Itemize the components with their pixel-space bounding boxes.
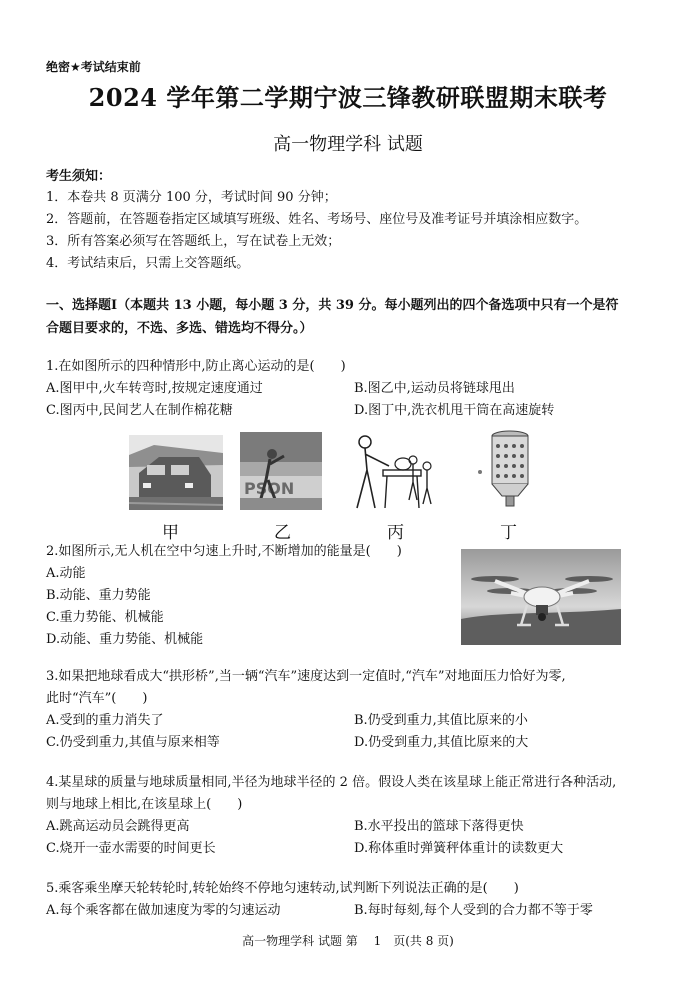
q2-option-d: D.动能、重力势能、机械能 xyxy=(46,632,204,647)
confidential-label: 绝密★考试结束前 xyxy=(46,60,141,74)
q3-option-d: D.仍受到重力,其值比原来的大 xyxy=(354,735,529,750)
notice-item: 1．本卷共 8 页满分 100 分，考试时间 90 分钟； xyxy=(46,190,337,205)
exam-title: 2024 学年第二学期宁波三锋教研联盟期末联考 xyxy=(88,83,608,112)
q2-stem: 2.如图所示,无人机在空中匀速上升时,不断增加的能量是( ) xyxy=(46,544,402,559)
q1-option-d: D.图丁中,洗衣机甩干筒在高速旋转 xyxy=(354,403,555,418)
q5-option-a: A.每个乘客都在做加速度为零的匀速运动 xyxy=(46,903,281,918)
caption-jia: 甲 xyxy=(162,523,179,543)
drone-image xyxy=(461,549,621,645)
q1-option-b: B.图乙中,运动员将链球甩出 xyxy=(354,381,515,396)
q5-option-b: B.每时每刻,每个人受到的合力都不等于零 xyxy=(354,903,593,918)
washing-machine-drum-image xyxy=(474,428,544,512)
q3-option-a: A.受到的重力消失了 xyxy=(46,713,164,728)
section-heading-cont: 合题目要求的，不选、多选、错选均不得分。） xyxy=(46,321,313,336)
q3-stem-cont: 此时“汽车”( ) xyxy=(46,691,148,706)
q1-option-c: C.图丙中,民间艺人在制作棉花糖 xyxy=(46,403,233,418)
q2-option-b: B.动能、重力势能 xyxy=(46,588,151,603)
caption-bing: 丙 xyxy=(387,523,404,543)
q1-option-a: A.图甲中,火车转弯时,按规定速度通过 xyxy=(46,381,263,396)
q1-stem: 1.在如图所示的四种情形中,防止离心运动的是( ) xyxy=(46,359,346,374)
q2-option-c: C.重力势能、机械能 xyxy=(46,610,164,625)
hammer-throw-image xyxy=(240,432,322,510)
cotton-candy-image xyxy=(343,430,441,512)
q3-option-b: B.仍受到重力,其值比原来的小 xyxy=(354,713,528,728)
train-image xyxy=(129,435,223,510)
section-heading: 一、选择题Ⅰ（本题共 13 小题，每小题 3 分，共 39 分。每小题列出的四个备选项中只有一个是符 xyxy=(46,298,619,313)
q4-stem: 4.某星球的质量与地球质量相同,半径为地球半径的 2 倍。假设人类在该星球上能正常进行各种活动, xyxy=(46,775,617,790)
q3-stem: 3.如果把地球看成大“拱形桥”,当一辆“汽车”速度达到一定值时,“汽车”对地面压力恰好为零, xyxy=(46,669,566,684)
exam-subtitle: 高一物理学科 试题 xyxy=(273,134,423,155)
q4-option-c: C.烧开一壶水需要的时间更长 xyxy=(46,841,216,856)
q4-option-d: D.称体重时弹簧秤体重计的读数更大 xyxy=(354,841,564,856)
notice-item: 4．考试结束后，只需上交答题纸。 xyxy=(46,256,250,271)
q2-option-a: A.动能 xyxy=(46,566,86,581)
svg-text:PSON: PSON xyxy=(244,479,295,498)
q4-stem-cont: 则与地球上相比,在该星球上( ) xyxy=(46,797,243,812)
page-footer: 高一物理学科 试题 第 1 页(共 8 页) xyxy=(242,934,454,948)
notice-item: 2．答题前，在答题卷指定区域填写班级、姓名、考场号、座位号及准考证号并填涂相应数字。 xyxy=(46,212,588,227)
q4-option-a: A.跳高运动员会跳得更高 xyxy=(46,819,190,834)
notice-heading: 考生须知： xyxy=(46,169,112,184)
notice-item: 3．所有答案必须写在答题纸上，写在试卷上无效； xyxy=(46,234,341,249)
caption-ding: 丁 xyxy=(500,523,517,543)
q4-option-b: B.水平投出的篮球下落得更快 xyxy=(354,819,524,834)
q5-stem: 5.乘客乘坐摩天轮转轮时,转轮始终不停地匀速转动,试判断下列说法正确的是( ) xyxy=(46,881,519,896)
caption-yi: 乙 xyxy=(274,523,291,543)
q3-option-c: C.仍受到重力,其值与原来相等 xyxy=(46,735,220,750)
